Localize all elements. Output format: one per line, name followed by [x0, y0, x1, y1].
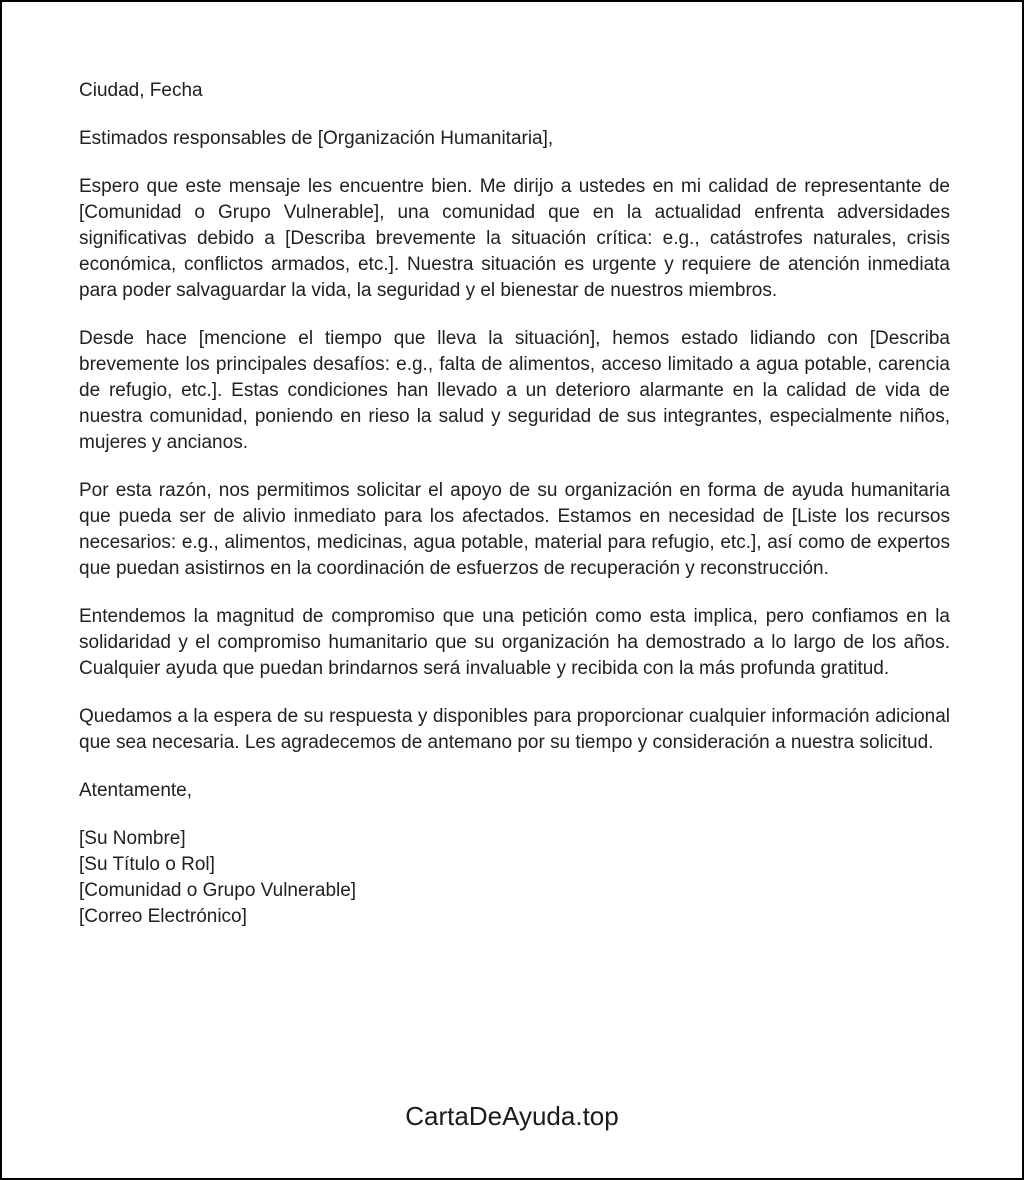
footer-site-name: CartaDeAyuda.top	[405, 1101, 619, 1131]
signature-email: [Correo Electrónico]	[79, 906, 247, 927]
paragraph-request: Por esta razón, nos permitimos solicitar el apoyo de su organización en forma de ayuda humanitaria que pueda ser de alivio inmediato para los afectados. Estamos en necesidad de [Liste los recursos necesarios: e.g., alimentos, medicinas, agua potable, material para refugio, etc.], así como de expertos que puedan asistirnos en la coordinación de esfuerzos de recuperación y reconstrucción.	[79, 480, 950, 579]
signature-name: [Su Nombre]	[79, 828, 186, 849]
paragraph-availability: Quedamos a la espera de su respuesta y disponibles para proporcionar cualquier información adicional que sea necesaria. Les agradecemos de antemano por su tiempo y consideración a nuestra solicitud.	[79, 706, 950, 753]
signature-block	[79, 826, 950, 930]
letter-body	[79, 78, 950, 930]
signature-title: [Su Título o Rol]	[79, 854, 215, 875]
salutation: Estimados responsables de [Organización Humanitaria],	[79, 128, 554, 149]
closing: Atentamente,	[79, 780, 193, 801]
paragraph-gratitude: Entendemos la magnitud de compromiso que una petición como esta implica, pero confiamos en la solidaridad y el compromiso humanitario que su organización ha demostrado a lo largo de los años. Cualquier ayuda que puedan brindarnos será invaluable y recibida con la más profunda gratitud.	[79, 606, 950, 679]
date-line: Ciudad, Fecha	[79, 80, 203, 101]
signature-community: [Comunidad o Grupo Vulnerable]	[79, 880, 357, 901]
paragraph-introduction: Espero que este mensaje les encuentre bien. Me dirijo a ustedes en mi calidad de representante de [Comunidad o Grupo Vulnerable], una comunidad que en la actualidad enfrenta adversidades significativas debido a [Describa brevemente la situación crítica: e.g., catástrofes naturales, crisis económica, conflictos armados, etc.]. Nuestra situación es urgente y requiere de atención inmediata para poder salvaguardar la vida, la seguridad y el bienestar de nuestros miembros.	[79, 176, 950, 301]
paragraph-situation: Desde hace [mencione el tiempo que lleva la situación], hemos estado lidiando con [Describa brevemente los principales desafíos: e.g., falta de alimentos, acceso limitado a agua potable, carencia de refugio, etc.]. Estas condiciones han llevado a un deterioro alarmante en la calidad de vida de nuestra comunidad, poniendo en rieso la salud y seguridad de sus integrantes, especialmente niños, mujeres y ancianos.	[79, 328, 950, 453]
